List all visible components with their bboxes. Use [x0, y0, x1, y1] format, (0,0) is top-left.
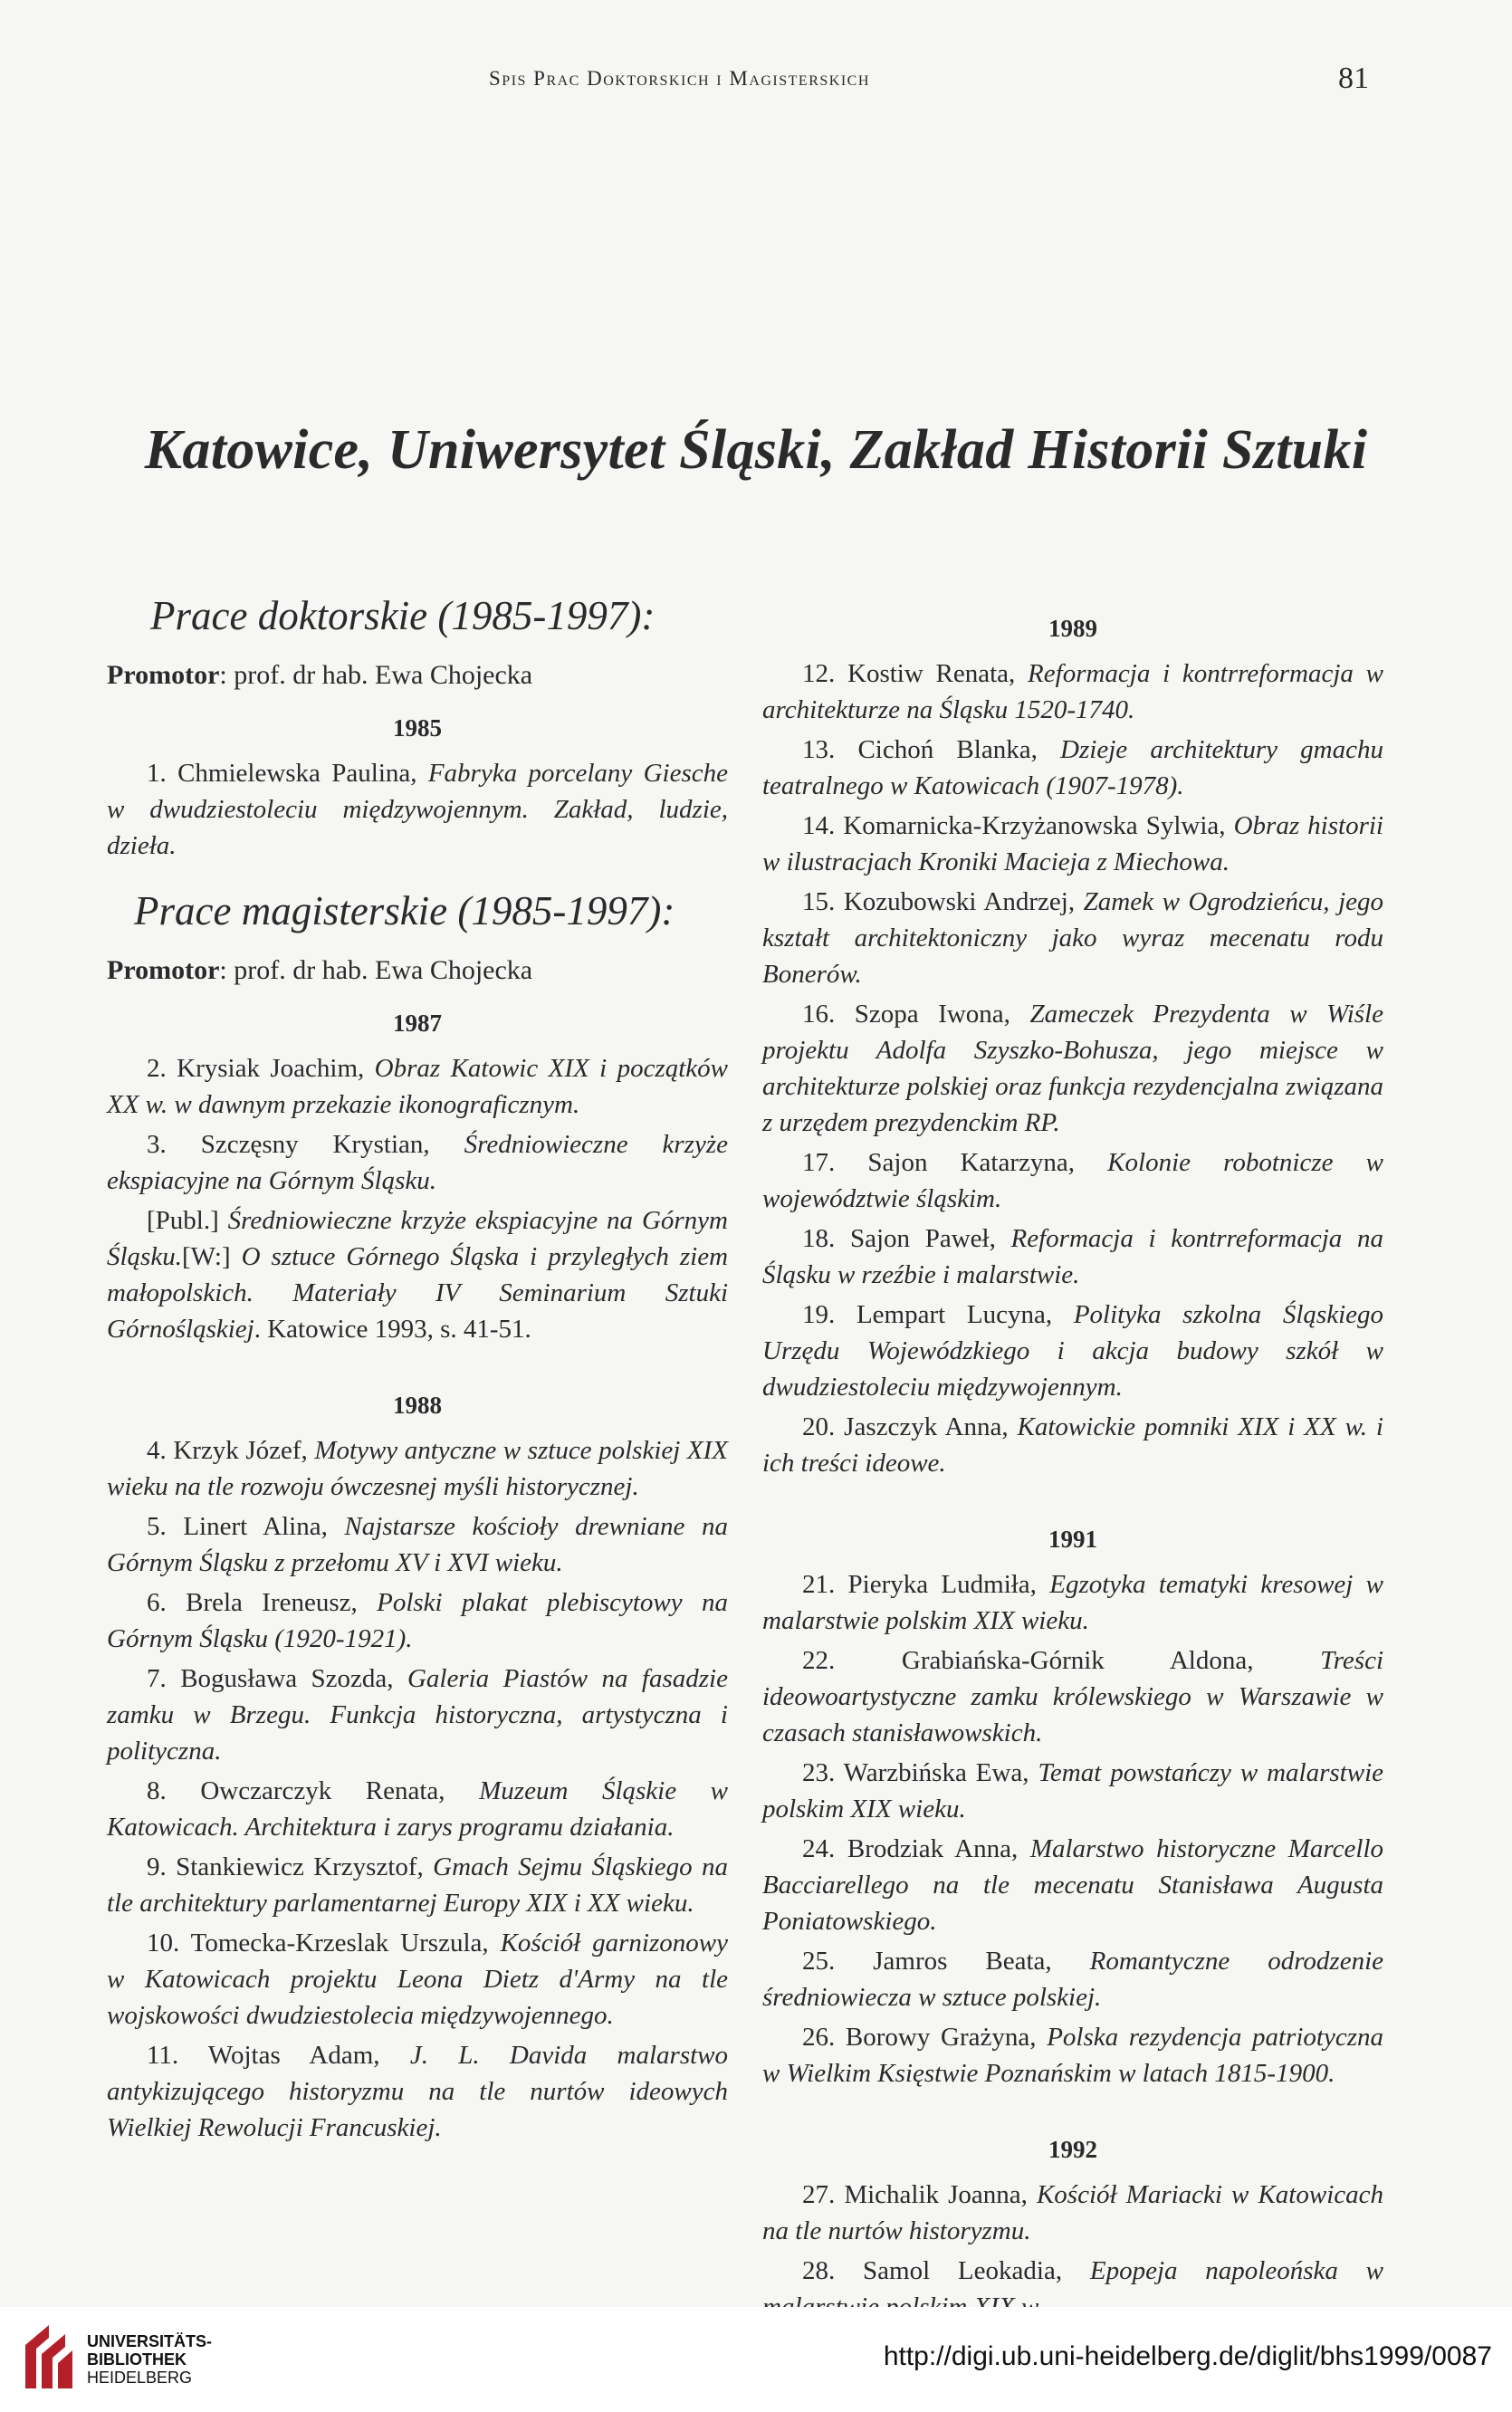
thesis-entry	[762, 1642, 1383, 1751]
entry-title: Kolonie robotnicze w województwie śląskim.	[762, 1148, 1384, 1213]
thesis-entry	[107, 1432, 728, 1505]
logo-line-3: HEIDELBERG	[87, 2369, 193, 2387]
thesis-entry	[762, 1220, 1383, 1293]
thesis-entry	[107, 1925, 728, 2034]
thesis-entry	[107, 1202, 728, 1347]
entry-author: 14. Komarnicka-Krzyżanowska Sylwia,	[802, 811, 1234, 840]
thesis-entry	[762, 656, 1383, 728]
library-logo-icon	[16, 2320, 76, 2394]
thesis-entry	[762, 996, 1383, 1141]
entry-author: 5. Linert Alina,	[147, 1512, 345, 1541]
entry-author: 21. Pieryka Ludmiła,	[802, 1570, 1050, 1599]
entry-title: Katowickie pomniki XIX i XX w. i ich treści ideowe.	[762, 1412, 1383, 1478]
entry-author: 13. Cichoń Blanka,	[802, 735, 1061, 764]
entry-publication-title: O sztuce Górnego Śląska i przyległych ziem małopolskich. Materiały IV Seminarium Sztuki Górnośląskiej	[107, 1242, 729, 1344]
thesis-entry	[762, 1297, 1383, 1405]
entry-author: 26. Borowy Grażyna,	[802, 2023, 1048, 2052]
thesis-entry	[762, 1831, 1383, 1939]
thesis-entry	[107, 755, 728, 864]
entry-title: Najstarsze kościoły drewniane na Górnym Śląsku z przełomu XV i XVI wieku.	[107, 1512, 728, 1577]
entry-publication-marker: [W:]	[181, 1242, 242, 1271]
left-column	[107, 589, 728, 2149]
entry-title: Gmach Sejmu Śląskiego na tle architektury parlamentarnej Europy XIX i XX wieku.	[107, 1852, 728, 1918]
entry-title: Romantyczne odrodzenie średniowiecza w sztuce polskiej.	[762, 1947, 1383, 2012]
logo-line-2: BIBLIOTHEK	[87, 2350, 187, 2369]
entry-author: 15. Kozubowski Andrzej,	[802, 887, 1084, 916]
entry-title: Średniowieczne krzyże ekspiacyjne na Górnym Śląsku.	[107, 1206, 728, 1271]
doctoral-list	[107, 712, 728, 864]
entry-author: 28. Samol Leokadia,	[802, 2256, 1090, 2285]
thesis-entry	[107, 1661, 728, 1769]
page-number: 81	[1338, 62, 1369, 95]
logo-line-1: UNIVERSITÄTS-	[87, 2332, 213, 2350]
source-url[interactable]: http://digi.ub.uni-heidelberg.de/diglit/bhs1999/0087	[883, 2341, 1492, 2371]
entry-author: 24. Brodziak Anna,	[802, 1834, 1030, 1863]
thesis-entry	[762, 2177, 1383, 2249]
page-title: Katowice, Uniwersytet Śląski, Zakład Historii Sztuki	[144, 419, 1368, 481]
masters-list-left	[107, 1007, 728, 2146]
entry-title: J. L. Davida malarstwo antykizującego historyzmu na tle nurtów ideowych Wielkiej Rewolucji Francuskiej.	[107, 2041, 728, 2142]
entry-author: 16. Szopa Iwona,	[802, 1000, 1030, 1029]
year-heading: 1991	[1048, 1526, 1097, 1553]
library-logo-text	[87, 2332, 212, 2387]
doctoral-promotor	[107, 657, 728, 694]
thesis-entry	[762, 1943, 1383, 2015]
running-header: Spis Prac Doktorskich i Magisterskich	[489, 67, 870, 90]
entry-title: Obraz historii w ilustracjach Kroniki Macieja z Miechowa.	[762, 811, 1383, 876]
year-heading: 1988	[393, 1392, 442, 1419]
footer-bar	[0, 2307, 1512, 2412]
entry-author: 25. Jamros Beata,	[802, 1947, 1090, 1976]
thesis-entry	[762, 732, 1383, 804]
thesis-entry	[107, 1584, 728, 1657]
entry-title: Temat powstańczy w malarstwie polskim XIX wieku.	[762, 1758, 1383, 1823]
promotor-label: Promotor	[107, 660, 220, 690]
entry-title: Treści ideowoartystyczne zamku królewskiego w Warszawie w czasach stanisławowskich.	[762, 1646, 1383, 1747]
entry-author: 11. Wojtas Adam,	[147, 2041, 410, 2070]
entry-title: Fabryka porcelany Giesche w dwudziestoleciu międzywojennym. Zakład, ludzie, dzieła.	[107, 759, 729, 860]
entry-author: 2. Krysiak Joachim,	[147, 1054, 375, 1083]
entry-author: 9. Stankiewicz Krzysztof,	[147, 1852, 434, 1881]
thesis-entry	[107, 1849, 728, 1921]
year-heading: 1987	[393, 1010, 442, 1037]
entry-author: 19. Lempart Lucyna,	[802, 1300, 1074, 1329]
year-heading: 1989	[1048, 615, 1097, 642]
entry-title: Reformacja i kontrreformacja w architekturze na Śląsku 1520-1740.	[762, 659, 1383, 724]
promotor-name: : prof. dr hab. Ewa Chojecka	[219, 660, 533, 690]
entry-title: Polski plakat plebiscytowy na Górnym Śląsku (1920-1921).	[107, 1588, 728, 1653]
entry-title: Zamek w Ogrodzieńcu, jego kształt architektoniczny jako wyraz mecenatu rodu Bonerów.	[762, 887, 1384, 989]
entry-author: 27. Michalik Joanna,	[802, 2180, 1037, 2209]
entry-title: Dzieje architektury gmachu teatralnego w Katowicach (1907-1978).	[762, 735, 1383, 800]
entry-author: 18. Sajon Paweł,	[802, 1224, 1011, 1253]
thesis-entry	[762, 1409, 1383, 1481]
entry-author: 4. Krzyk Józef,	[147, 1436, 315, 1465]
entry-title: Egzotyka tematyki kresowej w malarstwie polskim XIX wieku.	[762, 1570, 1383, 1635]
entry-author: 10. Tomecka-Krzeslak Urszula,	[147, 1929, 501, 1957]
masters-list-right	[762, 612, 1383, 2325]
entry-author: 3. Szczęsny Krystian,	[147, 1130, 464, 1159]
entry-title: Epopeja napoleońska w	[1089, 2256, 1383, 2285]
entry-title: Reformacja i kontrreformacja na Śląsku w rzeźbie i malarstwie.	[762, 1224, 1383, 1289]
entry-author: 12. Kostiw Renata,	[802, 659, 1029, 688]
thesis-entry	[107, 2037, 728, 2146]
entry-title: Kościół Mariacki w Katowicach na tle nurtów historyzmu.	[762, 2180, 1383, 2245]
entry-title: Galeria Piastów na fasadzie zamku w Brzegu. Funkcja historyczna, artystyczna i polityczna.	[107, 1664, 728, 1766]
entry-publication-details: . Katowice 1993, s. 41-51.	[254, 1315, 531, 1344]
entry-title: Zameczek Prezydenta w Wiśle projektu Adolfa Szyszko-Bohusza, jego miejsce w architekturze polskiej oraz funkcja rezydencjalna związana z urzędem prezydenckim RP.	[762, 1000, 1383, 1137]
entry-title: Obraz Katowic XIX i początków XX w. w dawnym przekazie ikonograficznym.	[107, 1054, 728, 1119]
thesis-entry	[107, 1050, 728, 1123]
thesis-entry	[762, 1566, 1383, 1639]
year-heading: 1992	[1048, 2136, 1097, 2163]
entry-title: Polityka szkolna Śląskiego Urzędu Wojewódzkiego i akcja budowy szkół w dwudziestoleciu międzywojennym.	[762, 1300, 1383, 1402]
thesis-entry	[107, 1508, 728, 1581]
entry-title: Polska rezydencja patriotyczna w Wielkim Księstwie Poznańskim w latach 1815-1900.	[762, 2023, 1383, 2088]
entry-author: 23. Warzbińska Ewa,	[802, 1758, 1038, 1787]
entry-author: 22. Grabiańska-Górnik Aldona,	[802, 1646, 1321, 1675]
entry-author: 7. Bogusława Szozda,	[147, 1664, 407, 1693]
entry-author: 1. Chmielewska Paulina,	[147, 759, 428, 788]
entry-author: 17. Sajon Katarzyna,	[802, 1148, 1108, 1177]
entry-title: Kościół garnizonowy w Katowicach projektu Leona Dietz d'Army na tle wojskowości dwudziestolecia międzywojennego.	[107, 1929, 728, 2030]
entry-author: 6. Brela Ireneusz,	[147, 1588, 378, 1617]
thesis-entry	[107, 1773, 728, 1845]
thesis-entry	[762, 808, 1383, 880]
right-column	[762, 605, 1383, 2329]
entry-author: [Publ.]	[147, 1206, 228, 1235]
masters-promotor	[107, 952, 728, 989]
thesis-entry	[762, 2019, 1383, 2091]
entry-title: Muzeum Śląskie w Katowicach. Architektura i zarys programu działania.	[107, 1776, 728, 1842]
entry-title: Malarstwo historyczne Marcello Bacciarellego na tle mecenatu Stanisława Augusta Poniatowskiego.	[762, 1834, 1384, 1936]
doctoral-heading: Prace doktorskie (1985-1997):	[150, 593, 656, 638]
thesis-entry	[762, 1755, 1383, 1827]
thesis-entry	[107, 1126, 728, 1199]
entry-title: Motywy antyczne w sztuce polskiej XIX wieku na tle rozwoju ówczesnej myśli historycznej.	[107, 1436, 728, 1501]
entry-author: 8. Owczarczyk Renata,	[147, 1776, 480, 1805]
entry-title: Średniowieczne krzyże ekspiacyjne na Górnym Śląsku.	[107, 1130, 728, 1195]
thesis-entry	[762, 1144, 1383, 1217]
promotor-name: : prof. dr hab. Ewa Chojecka	[219, 955, 533, 985]
promotor-label: Promotor	[107, 955, 220, 985]
thesis-entry	[762, 884, 1383, 992]
masters-heading: Prace magisterskie (1985-1997):	[134, 888, 675, 933]
entry-author: 20. Jaszczyk Anna,	[802, 1412, 1018, 1441]
year-heading: 1985	[393, 714, 442, 742]
